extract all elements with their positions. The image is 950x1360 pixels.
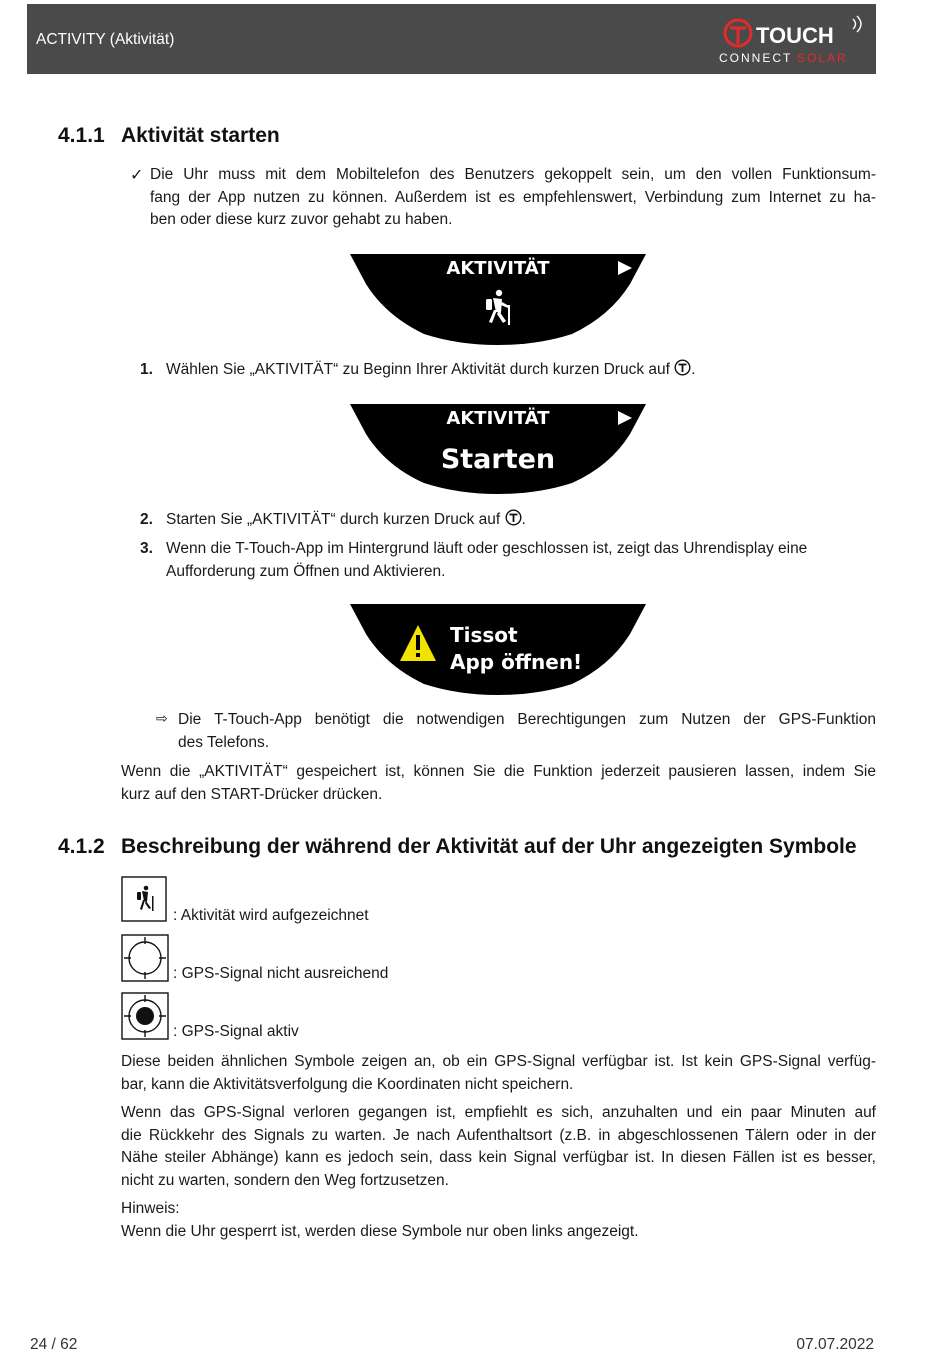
watch3-line-2: App öffnen! <box>450 650 583 674</box>
step-3-line-2: Aufforderung zum Öffnen und Aktivieren. <box>166 562 446 580</box>
pause-line-2: kurz auf den START-Drücker drücken. <box>121 785 383 803</box>
note-label: Hinweis: <box>121 1200 180 1217</box>
logo-touch-text: TOUCH <box>756 23 834 48</box>
section-number: 4.1.1 <box>58 124 105 147</box>
hiker-icon <box>121 876 167 927</box>
gps-active-icon <box>121 992 169 1045</box>
logo-solar-text: SOLAR <box>797 51 848 65</box>
step-1-number: 1. <box>140 361 153 378</box>
prerequisite-text <box>150 164 876 232</box>
gps-lost-line-4: nicht zu warten, sondern den Weg fortzusetzen. <box>121 1171 449 1189</box>
document-date: 07.07.2022 <box>796 1336 874 1353</box>
prerequisite-line-1: Die Uhr muss mit dem Mobiltelefon des Benutzers gekoppelt sein, um den vollen Funktionsum- <box>150 166 876 183</box>
note-text: Wenn die Uhr gesperrt ist, werden diese Symbole nur oben links angezeigt. <box>121 1222 639 1240</box>
gps-lost-line-3: Nähe steiler Abhänge) kann es jedoch sein, dass kein Signal verfügbar ist. In diesen Fällen ist es besser, <box>121 1149 876 1166</box>
gps-lost-text <box>121 1102 876 1192</box>
symbol-label-activity: : Aktivität wird aufgezeichnet <box>173 907 369 924</box>
step-1-label: Wählen Sie „AKTIVITÄT“ zu Beginn Ihrer Aktivität durch kurzen Druck auf <box>166 361 670 378</box>
pause-line-1: Wenn die „AKTIVITÄT“ gespeichert ist, können Sie die Funktion jederzeit pausieren lassen, indem Sie <box>121 763 876 780</box>
pause-text <box>121 761 876 806</box>
watch-display-start <box>350 404 646 494</box>
t-button-icon <box>674 359 691 376</box>
section-number: 4.1.2 <box>58 835 105 858</box>
result-line-1: Die T-Touch-App benötigt die notwendigen Berechtigungen zum Nutzen der GPS-Funktion <box>178 711 876 728</box>
note-block <box>121 1198 876 1243</box>
step-2-end: . <box>521 511 526 528</box>
result-arrow-icon: ⇨ <box>156 710 168 726</box>
step-2-label: Starten Sie „AKTIVITÄT“ durch kurzen Druck auf <box>166 511 501 528</box>
prerequisite-line-3: ben oder diese kurz zuvor gehabt zu haben. <box>150 211 453 228</box>
gps-line-2: bar, kann die Aktivitätsverfolgung die Koordinaten nicht speichern. <box>121 1075 574 1093</box>
result-text <box>178 709 876 754</box>
logo-connect-text: CONNECT <box>719 51 793 65</box>
section-title: Beschreibung der während der Aktivität auf der Uhr angezeigten Symbole <box>121 835 857 858</box>
prerequisite-line-2: fang der App nutzen zu können. Außerdem ist es empfehlenswert, Verbindung zum Internet zu ha- <box>150 188 876 206</box>
header-title: ACTIVITY (Aktivität) <box>36 31 175 48</box>
step-3-line-1: Wenn die T-Touch-App im Hintergrund läuft oder geschlossen ist, zeigt das Uhrendisplay eine <box>166 540 808 557</box>
gps-lost-line-2: die Rückkehr des Signals zu warten. Je nach Aufenthaltsort (z.B. in abgeschlossenen Tälern oder in der <box>121 1126 876 1144</box>
step-3-text <box>166 538 807 583</box>
section-title: Aktivität starten <box>121 124 280 147</box>
page-header <box>27 4 876 74</box>
t-button-icon <box>505 509 522 526</box>
gps-empty-icon <box>121 934 169 987</box>
step-2-text <box>166 509 526 532</box>
step-3-number: 3. <box>140 540 153 557</box>
watch3-line-1: Tissot <box>450 623 518 647</box>
tissot-logo <box>718 13 868 67</box>
symbol-label-gps-weak: : GPS-Signal nicht ausreichend <box>173 965 389 982</box>
watch-display-open-app <box>350 604 646 695</box>
gps-explanation-text <box>121 1051 876 1096</box>
check-icon: ✓ <box>130 167 144 184</box>
section-heading-4-1-1 <box>58 124 280 148</box>
step-1-end: . <box>691 361 696 378</box>
logo-graphic <box>718 13 868 67</box>
step-1-text <box>166 359 696 382</box>
watch-display-activity-menu <box>350 254 646 345</box>
watch1-title: AKTIVITÄT <box>446 258 550 279</box>
gps-lost-line-1: Wenn das GPS-Signal verloren gegangen ist, empfiehlt es sich, anzuhalten und ein paar Minuten auf <box>121 1104 876 1121</box>
page-number: 24 / 62 <box>30 1336 78 1353</box>
step-2-number: 2. <box>140 511 153 528</box>
result-line-2: des Telefons. <box>178 733 270 751</box>
gps-line-1: Diese beiden ähnlichen Symbole zeigen an, ob ein GPS-Signal verfügbar ist. Ist kein GPS-Signal verfüg- <box>121 1053 876 1070</box>
symbol-label-gps-active: : GPS-Signal aktiv <box>173 1023 299 1040</box>
watch2-big-text: Starten <box>440 444 556 475</box>
section-heading-4-1-2 <box>58 835 857 859</box>
watch2-title: AKTIVITÄT <box>446 408 550 429</box>
